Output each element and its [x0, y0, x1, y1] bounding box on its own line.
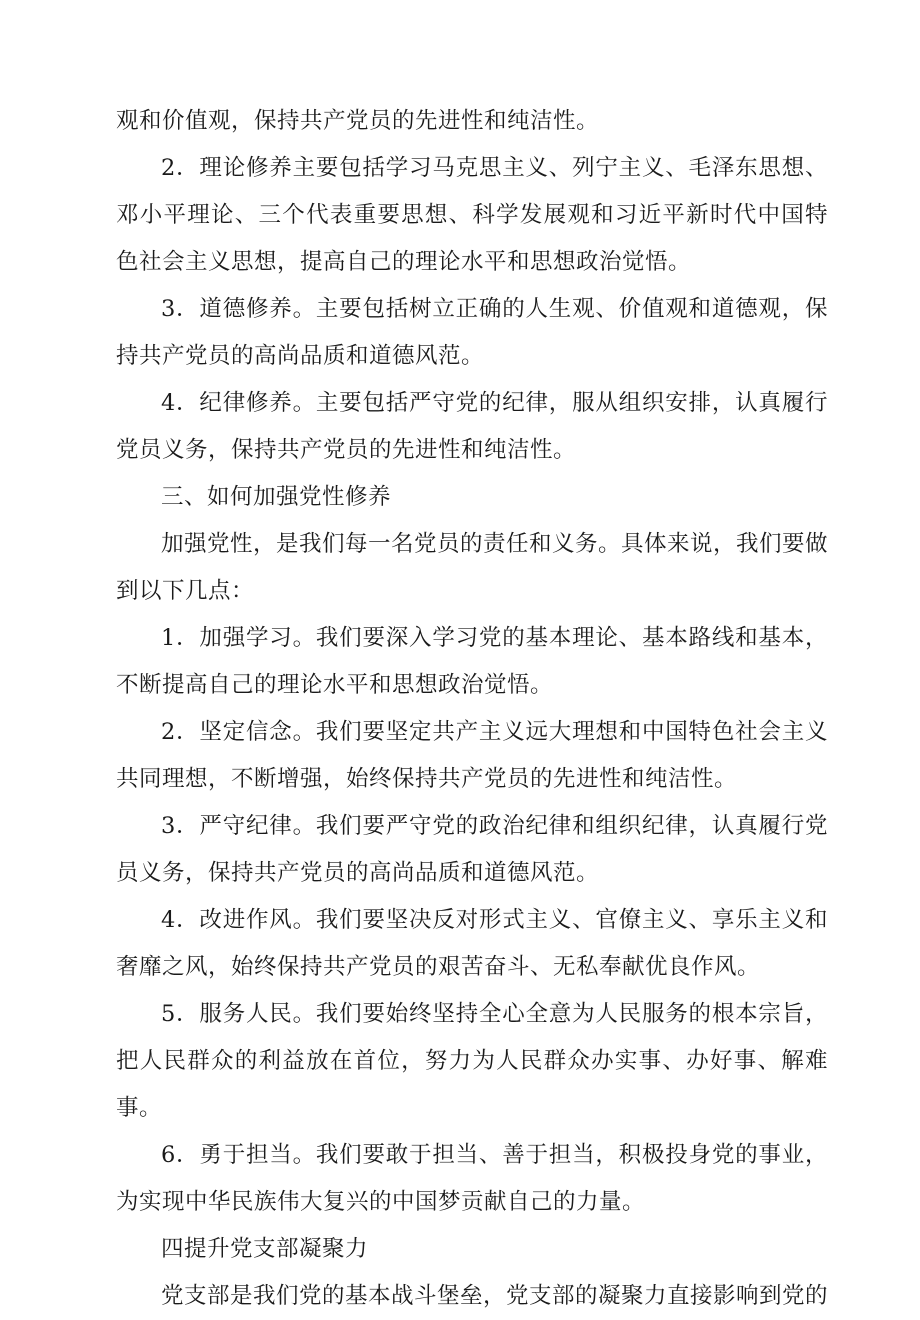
paragraph-continuation: 观和价值观，保持共产党员的先进性和纯洁性。: [116, 108, 600, 134]
section-heading-3: 三、如何加强党性修养: [161, 484, 392, 510]
paragraph-point-3: 3．严守纪律。我们要严守党的政治纪律和组织纪律，认真履行党员义务，保持共产党员的高尚品质和道德风范。: [116, 813, 828, 886]
paragraph-intro: 加强党性，是我们每一名党员的责任和义务。具体来说，我们要做到以下几点：: [116, 531, 829, 604]
paragraph-point-6: 6．勇于担当。我们要敢于担当、善于担当，积极投身党的事业，为实现中华民族伟大复兴的中国梦贡献自己的力量。: [116, 1142, 828, 1215]
paragraph-point-1: 1．加强学习。我们要深入学习党的基本理论、基本路线和基本，不断提高自己的理论水平和思想政治觉悟。: [116, 625, 828, 698]
paragraph-theory-cultivation: 2．理论修养主要包括学习马克思主义、列宁主义、毛泽东思想、邓小平理论、三个代表重要思想、科学发展观和习近平新时代中国特色社会主义思想，提高自己的理论水平和思想政治觉悟。: [116, 155, 828, 275]
paragraph-discipline-cultivation: 4．纪律修养。主要包括严守党的纪律，服从组织安排，认真履行党员义务，保持共产党员的先进性和纯洁性。: [116, 390, 828, 463]
section-heading-4: 四提升党支部凝聚力: [161, 1236, 369, 1262]
document-body: [116, 98, 828, 1320]
paragraph-point-4: 4．改进作风。我们要坚决反对形式主义、官僚主义、享乐主义和奢靡之风，始终保持共产党员的艰苦奋斗、无私奉献优良作风。: [116, 907, 828, 980]
paragraph-point-2: 2．坚定信念。我们要坚定共产主义远大理想和中国特色社会主义共同理想，不断增强，始终保持共产党员的先进性和纯洁性。: [116, 719, 828, 792]
paragraph-moral-cultivation: 3．道德修养。主要包括树立正确的人生观、价值观和道德观，保持共产党员的高尚品质和道德风范。: [116, 296, 828, 369]
paragraph-branch: 党支部是我们党的基本战斗堡垒，党支部的凝聚力直接影响到党的: [161, 1283, 829, 1309]
paragraph-point-5: 5．服务人民。我们要始终坚持全心全意为人民服务的根本宗旨，把人民群众的利益放在首位，努力为人民群众办实事、办好事、解难事。: [116, 1001, 828, 1121]
